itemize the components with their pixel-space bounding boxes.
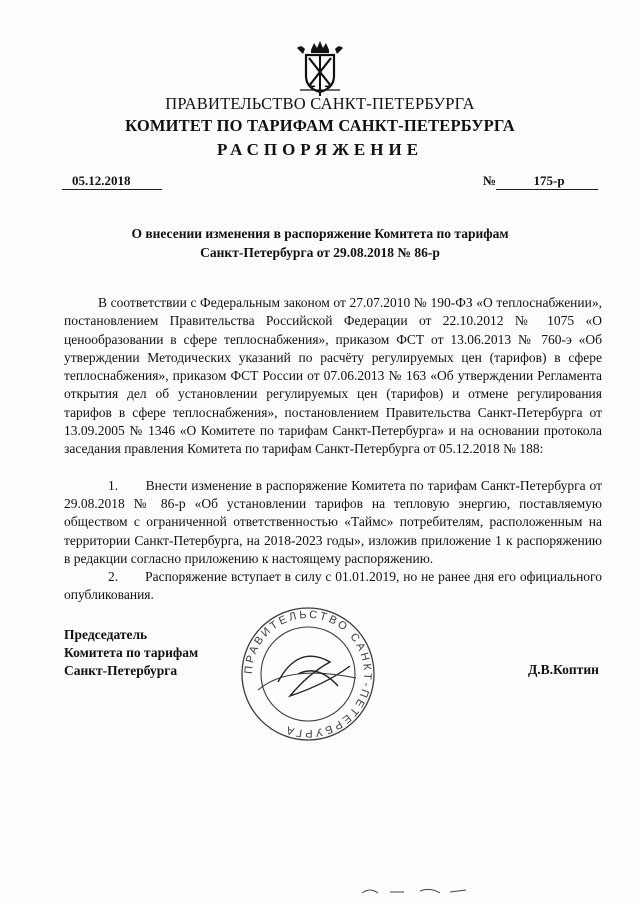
page-footer-marks — [360, 885, 470, 897]
coat-of-arms-icon — [294, 40, 346, 98]
signatory-title — [64, 626, 198, 680]
signatory-title-line-3: Санкт-Петербурга — [64, 663, 178, 678]
item-2-paragraph: 2. Распоряжение вступает в силу с 01.01.2019, но не ранее дня его официального опубликования. — [64, 569, 602, 603]
signatory-name: Д.В.Коптин — [528, 662, 599, 677]
subject-line-1: О внесении изменения в распоряжение Комитета по тарифам — [131, 226, 509, 241]
preamble-paragraph: В соответствии с Федеральным законом от 27.07.2010 № 190-ФЗ «О теплоснабжении», постановлением Правительства Российской Федерации от 22.10.2012 № 1075 «О ценообразовании в сфере теплоснабжения», приказом ФСТ от 13.06.2013 № 760-э «Об утверждении Методических указаний по расчёту регулируемых цен (тарифов) в сфере теплоснабжения», приказом ФСТ России от 07.06.2013 № 163 «Об утверждении Регламента открытия дел об установлении регулируемых цен (тарифов) и отмене регулирования тарифов в сфере теплоснабжения», постановлением Правительства Санкт-Петербурга от 13.09.2005 № 1346 «О Комитете по тарифам Санкт-Петербурга» и на основании протокола заседания правления Комитета по тарифам Санкт-Петербурга от 05.12.2018 № 188: — [64, 295, 602, 457]
number-label: № — [483, 173, 497, 188]
stamp-text: ПРАВИТЕЛЬСТВО САНКТ-ПЕТЕРБУРГА — [242, 608, 374, 740]
svg-text:ПРАВИТЕЛЬСТВО САНКТ-ПЕТЕРБУРГА — [243, 609, 373, 739]
item-1-paragraph: 1. Внести изменение в распоряжение Комитета по тарифам Санкт-Петербурга от 29.08.2018 № 86-р «Об установлении тарифов на тепловую энергию, поставляемую обществом с ограниченной ответственностью «Таймс» потребителям, расположенным на территории Санкт-Петербурга, на 2018-2023 годы», изложив приложение 1 к распоряжению в редакции согласно приложению к настоящему распоряжению. — [64, 477, 602, 566]
official-stamp — [238, 604, 378, 744]
document-subject — [60, 224, 580, 262]
document-type: РАСПОРЯЖЕНИЕ — [216, 140, 424, 159]
government-title: ПРАВИТЕЛЬСТВО САНКТ-ПЕТЕРБУРГА — [165, 94, 475, 113]
document-number-block — [483, 173, 598, 190]
subject-line-2: Санкт-Петербурга от 29.08.2018 № 86-р — [200, 245, 440, 260]
signatory-title-line-1: Председатель — [64, 627, 148, 642]
document-body — [64, 294, 602, 605]
document-number: 175-р — [496, 173, 598, 190]
document-date: 05.12.2018 — [62, 173, 162, 190]
committee-title: КОМИТЕТ ПО ТАРИФАМ САНКТ-ПЕТЕРБУРГА — [125, 116, 515, 135]
signatory-title-line-2: Комитета по тарифам — [64, 645, 199, 660]
